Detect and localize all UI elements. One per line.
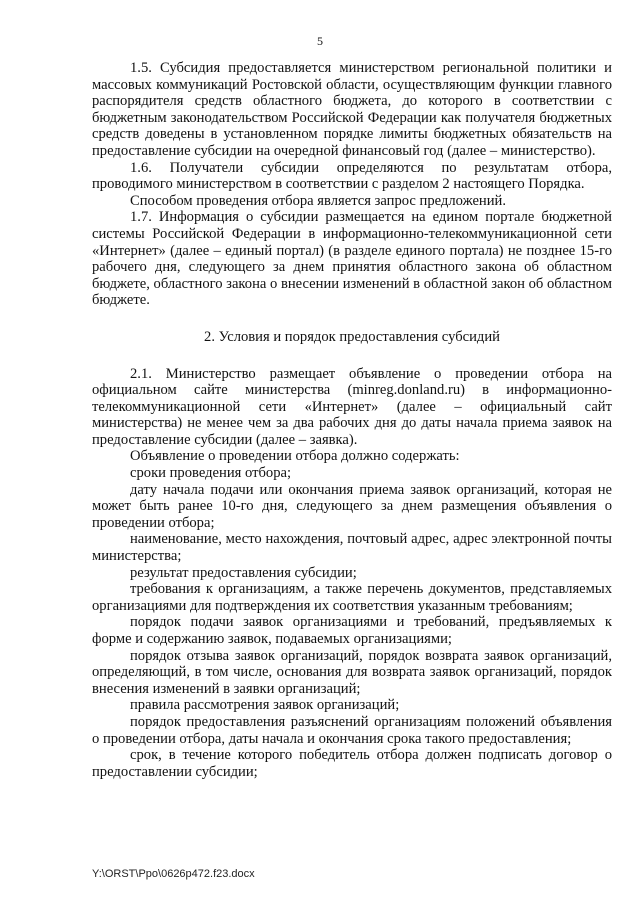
page-number: 5: [317, 34, 323, 48]
paragraph-1-5: 1.5. Субсидия предоставляется министерством региональной политики и массовых коммуникаций Ростовской области, осуществляющим функции главного распорядителя средств областного бюджета, до которого в соответствии с бюджетным законодательством Российской Федерации как получателя бюджетных средств доведены в установленном порядке лимиты бюджетных обязательств на предоставление субсидии на очередной финансовый год (далее – министерство).: [92, 60, 612, 159]
document-body: [92, 60, 612, 780]
list-item: результат предоставления субсидии;: [130, 564, 357, 581]
section-heading: 2. Условия и порядок предоставления субсидий: [204, 328, 500, 345]
paragraph-1-7: 1.7. Информация о субсидии размещается на едином портале бюджетной системы Российской Федерации в информационно-телекоммуникационной сети «Интернет» (далее – единый портал) (в разделе единого портала) не позднее 15-го рабочего дня, следующего за днем принятия областного закона об областном бюджете, областного закона о внесении изменений в областной закон об областном бюджете.: [92, 209, 612, 309]
list-item: порядок предоставления разъяснений организациям положений объявления о проведении отбора, даты начала и окончания срока такого предоставления;: [92, 713, 612, 747]
list-item: правила рассмотрения заявок организаций;: [130, 697, 400, 714]
list-item: срок, в течение которого победитель отбора должен подписать договор о предоставлении субсидии;: [92, 747, 612, 780]
footer-file-path: Y:\ORST\Ppo\0626p472.f23.docx: [92, 868, 255, 880]
paragraph-1-6: 1.6. Получатели субсидии определяются по результатам отбора, проводимого министерством в соответствии с разделом 2 настоящего Порядка.: [92, 159, 612, 193]
paragraph-selection-method: Способом проведения отбора является запрос предложений.: [130, 192, 507, 209]
list-item: сроки проведения отбора;: [130, 465, 292, 482]
paragraph-announcement-contents: Объявление о проведении отбора должно содержать:: [130, 448, 460, 465]
list-item: порядок отзыва заявок организаций, порядок возврата заявок организаций, определяющий, в том числе, основания для возврата заявок организаций, порядок внесения изменений в заявки организаций;: [92, 647, 612, 697]
list-item: дату начала подачи или окончания приема заявок организаций, которая не может быть ранее 10-го дня, следующего за днем размещения объявления о проведении отбора;: [92, 481, 612, 531]
list-item: наименование, место нахождения, почтовый адрес, адрес электронной почты министерства;: [92, 531, 612, 565]
paragraph-2-1: 2.1. Министерство размещает объявление о проведении отбора на официальном сайте министерства (minreg.donland.ru) в информационно-телекоммуникационной сети «Интернет» (далее – официальный сайт министерства) не менее чем за два рабочих дня до даты начала приема заявок на предоставление субсидии (далее – заявка).: [92, 365, 612, 448]
list-item: порядок подачи заявок организациями и требований, предъявляемых к форме и содержанию заявок, подаваемых организациями;: [92, 614, 612, 647]
list-item: требования к организациям, а также перечень документов, представляемых организациями для подтверждения их соответствия указанным требованиям;: [92, 581, 612, 614]
